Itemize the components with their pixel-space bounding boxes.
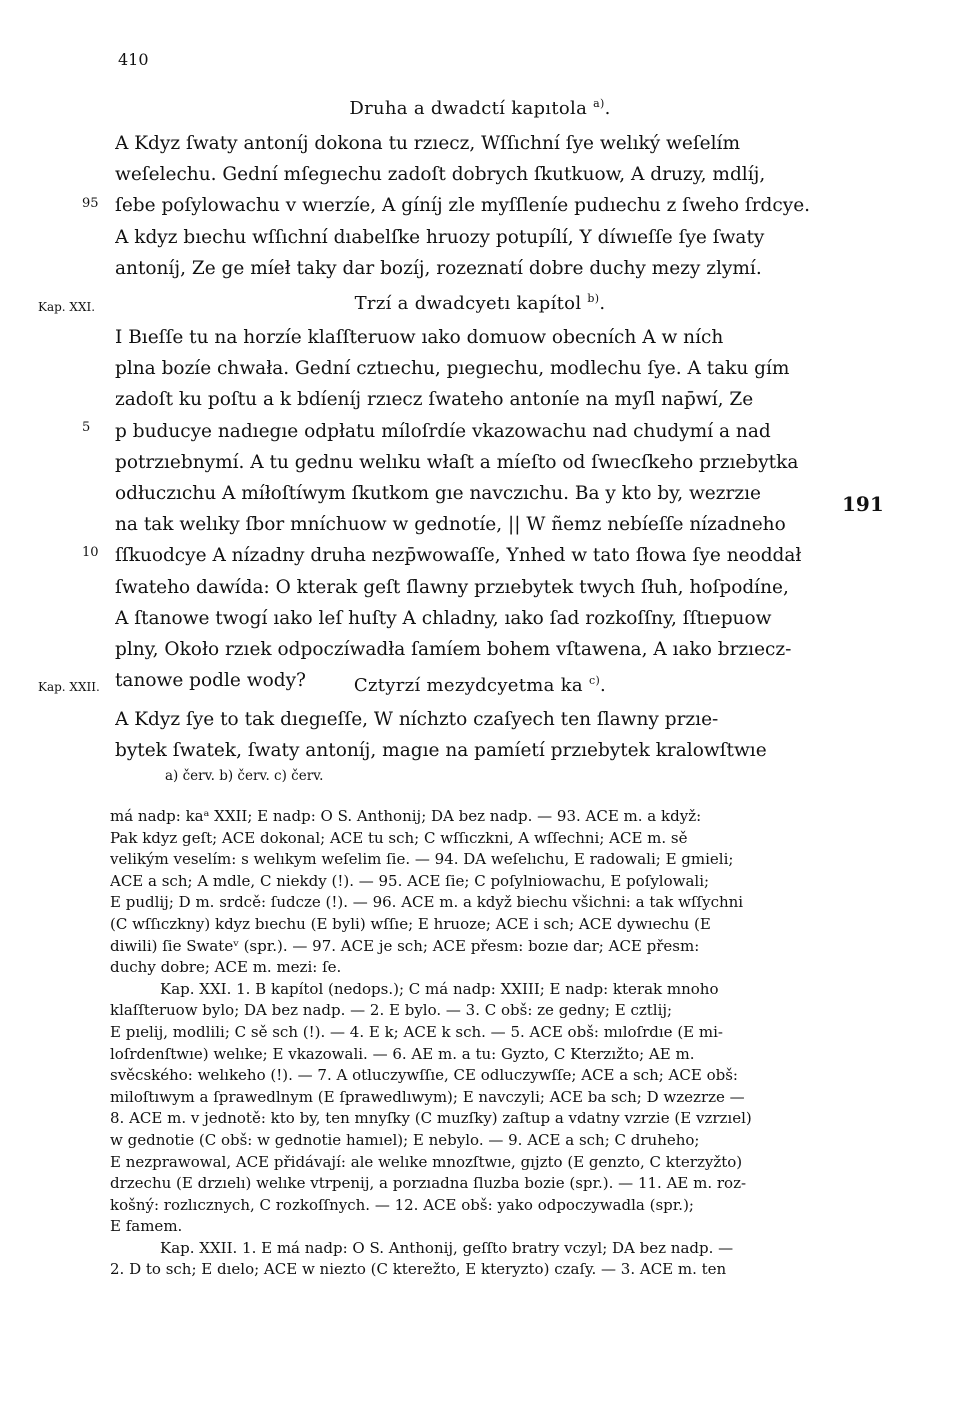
text-line: p buducye nadıegıe odpłatu míloſrdíe vkazowachu nad chudymí a nad [115,420,771,442]
line-number: 95 [82,196,99,211]
text-line: na tak welıky ſbor mníchuow w gednotíe, || W ñemz nebíeſſe nízadneho [115,514,786,536]
apparatus-line: Kap. XXI. 1. B kapítol (nedops.); C má nadp: XXIII; E nadp: kterak mnoho [160,979,719,998]
page-number: 410 [118,50,149,69]
text-line: plna bozíe chwała. Gední cztıechu, pıegıechu, modlechu ſye. A taku gím [115,358,790,380]
margin-kap-label: Kap. XXII. [38,680,100,694]
apparatus-line: diwili) ſie Swateᵛ (spr.). — 97. ACE je sch; ACE přesm: bozıe dar; ACE přesm: [110,936,700,955]
text-line: A Kdyz ſye to tak dıegıeſſe, W níchzto czaſyech ten ſlawny przıe- [115,709,719,730]
chapter-title: Cztyrzí mezydcyetma ka $^{c)}$. [353,674,607,696]
apparatus-line: má nadp: kaᵃ XXII; E nadp: O S. Anthonij; DA bez nadp. — 93. ACE m. a když: [110,807,702,825]
margin-folio-number: 191 [842,492,884,516]
chapter-title: Trzí a dwadcyetı kapítol $^{b)}$. [354,292,606,314]
critical-apparatus [110,806,838,1281]
apparatus-line: duchy dobre; ACE m. mezi: ſe. [110,958,342,977]
apparatus-line: E pudlij; D m. srdcě: ſudcze (!). — 96. ACE m. a když biechu všichni: a tak wſſychni [110,893,744,912]
text-line: tanowe podle wody? [115,670,306,692]
chapter-text [115,704,841,766]
apparatus-line: (C wſſıczkny) kdyz bıechu (E byli) wſſıe; E hruoze; ACE i sch; ACE dywıechu (E [110,914,711,933]
apparatus-line: drzechu (E drzıelı) welıke vtrpenij, a porzıadna ſluzba bozie (spr.). — 11. AE m. roz- [110,1174,747,1193]
apparatus-line: E pıelij, modlili; C sě sch (!). — 4. E k; ACE k sch. — 5. ACE obš: mıloſrdıe (E mi- [110,1022,723,1041]
text-line: A Kdyz ſwaty antoníj dokona tu rzıecz, Wſſıchní ſye welıký weſelím [115,133,740,154]
line-number: 5 [82,420,91,435]
apparatus-line: E famem. [110,1217,183,1236]
apparatus-line: E nezprawowal, ACE přidávají: ale welıke mnozſtwıe, gıjzto (E genzto, C kterzyžto) [110,1152,743,1171]
text-line: antoníj, Ze ge míeł taky dar bozíj, rozeznatí dobre duchy mezy zlymí. [115,257,762,279]
apparatus-line: klaſſteruow bylo; DA bez nadp. — 2. E bylo. — 3. C obš: ze gedny; E cztlij; [110,1001,673,1020]
apparatus-line: Pak kdyz geſt; ACE dokonal; ACE tu sch; C wſſıczkni, A wſſechni; ACE m. sě [110,828,688,847]
text-line: ſwateho dawída: O kterak geſt ſlawny przıebytek twych ſłuh, hoſpodíne, [115,576,789,598]
chapter-text [115,128,841,284]
line-number: 10 [82,545,99,560]
apparatus-line: w gednotie (C obš: w gednotie hamıel); E nebylo. — 9. ACE a sch; C druheho; [110,1130,700,1149]
apparatus-line: 8. ACE m. v jednotě: kto by, ten mnyſky (C muzſky) zaſtup a vdatny vzrzie (E vzrzıel) [110,1109,752,1128]
apparatus-line: svěcského: welıkeho (!). — 7. A otluczywſſıe, CE odluczywſſe; ACE a sch; ACE obš: [110,1066,738,1085]
text-line: A ſtanowe twogí ıako leſ huſty A chladny, ıako ſad rozkoſſny, ſſtıepuow [115,607,772,629]
text-line: zadoſt ku poſtu a k bdíeníj rzıecz ſwateho antoníe na myſl nap̄wí, Ze [115,389,754,411]
text-line: ſebe poſylowachu v wıerzíe, A gíníj zle myſſleníe pudıechu z ſweho ſrdcye. [115,195,811,217]
apparatus-line: košný: rozlıcznych, C rozkoſſnych. — 12. ACE obš: yako odpoczywadla (spr.); [110,1195,694,1214]
text-line: A kdyz bıechu wſſıchní dıabelſke hruozy potupílí, Y díwıeſſe ſye ſwaty [115,226,765,248]
apparatus-line: loſrdenſtwıe) welıke; E vkazowali. — 6. AE m. a tu: Gyzto, C Kterzıžto; AE m. [110,1044,695,1063]
margin-kap-label: Kap. XXI. [38,300,96,314]
chapter-title: Druha a dwadctí kapıtola $^{a)}$. [349,97,611,119]
text-line: ſſkuodcye A nízadny druha nezp̄wowaſſe, Ynhed w tato ſłowa ſye neoddał [115,545,802,567]
apparatus-line: miloſtıwym a ſprawedlnym (E ſprawedlıwym); E navczyli; ACE ba sch; D wzezrze — [110,1087,745,1106]
apparatus-line: ACE a sch; A mdle, C niekdy (!). — 95. ACE ſie; C poſylniowachu, E poſylowali; [110,871,710,890]
chapter-text [115,322,841,696]
footnotes: a) červ. b) červ. c) červ. [165,768,324,784]
text-line: weſelechu. Gední mſegıechu zadoſt dobrych ſkutkuow, A druzy, mdlíj, [115,164,766,186]
text-line: odłuczıchu A míłoſtíwym ſkutkom gıe navczıchu. Ba y kto by, wezrzıe [115,482,761,504]
text-line: I Bıeſſe tu na horzíe klaſſteruow ıako domuow obecních A w ních [115,327,724,348]
apparatus-line: 2. D to sch; E dıelo; ACE w niezto (C kterežto, E kteryzto) czaſy. — 3. ACE m. ten [110,1260,727,1279]
apparatus-line: Kap. XXII. 1. E má nadp: O S. Anthonij, geſſto bratry vczyl; DA bez nadp. — [160,1238,734,1257]
apparatus-line: velikým veselím: s welıkym weſelim ſie. — 94. DA weſelıchu, E radowali; E gmieli; [110,850,734,869]
text-line: plny, Około rzıek odpoczíwadła ſamíem bohem vſtawena, A ıako brzıecz- [115,638,792,660]
text-line: potrzıebnymí. A tu gednu welıku właſt a míeſto od ſwıecſkeho przıebytka [115,451,799,473]
text-line: bytek ſwatek, ſwaty antoníj, magıe na pamíetí przıebytek kralowſtwıe [115,740,767,762]
